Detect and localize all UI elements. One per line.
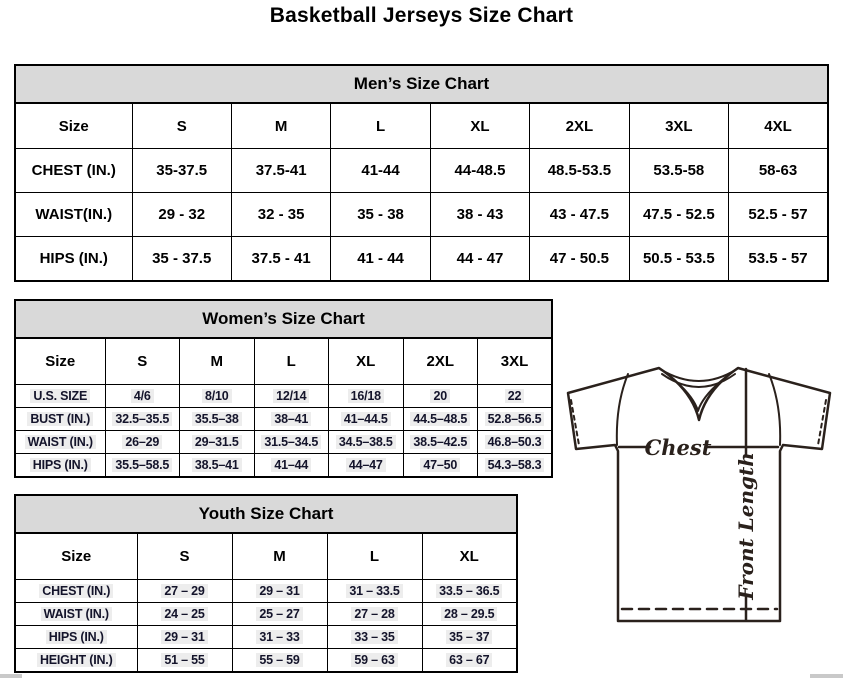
column-header: XL [329, 338, 404, 385]
size-cell [331, 193, 430, 237]
row-label [15, 149, 132, 193]
size-cell [254, 431, 329, 454]
size-cell [430, 193, 529, 237]
row-label [15, 626, 137, 649]
size-cell [231, 237, 330, 282]
size-cell [329, 385, 404, 408]
size-cell [729, 193, 828, 237]
cell-text: 38.5–41 [192, 458, 242, 472]
cell-text: WAIST(IN.) [35, 206, 113, 223]
cell-text: 37.5 - 41 [251, 250, 311, 267]
cell-text: 34.5–38.5 [336, 435, 396, 449]
cell-text: 24 – 25 [161, 607, 207, 621]
scrollbar-fragment-right[interactable] [810, 674, 843, 678]
size-cell [231, 149, 330, 193]
column-header: S [105, 338, 180, 385]
row-label [15, 603, 137, 626]
cell-text: 31.5–34.5 [261, 435, 321, 449]
cell-text: 35 – 37 [446, 630, 492, 644]
scrollbar-fragment-left[interactable] [0, 674, 22, 678]
size-cell [403, 454, 478, 478]
cell-text: 29–31.5 [192, 435, 242, 449]
size-cell [430, 149, 529, 193]
row-label [15, 649, 137, 673]
column-header: S [132, 103, 231, 149]
size-cell [254, 385, 329, 408]
cell-text: 31 – 33 [256, 630, 302, 644]
cell-text: 27 – 29 [161, 584, 207, 598]
page-title: Basketball Jerseys Size Chart [269, 4, 574, 27]
cell-text: 44.5–48.5 [410, 412, 470, 426]
size-cell [422, 580, 517, 603]
cell-text: WAIST (IN.) [25, 435, 96, 449]
size-cell [729, 237, 828, 282]
row-label [15, 580, 137, 603]
column-header: Size [15, 103, 132, 149]
size-cell [232, 649, 327, 673]
cell-text: 35.5–58.5 [112, 458, 172, 472]
cell-text: 29 - 32 [158, 206, 206, 223]
cell-text: 32 - 35 [257, 206, 305, 223]
column-header: 2XL [403, 338, 478, 385]
cell-text: 46.8–50.3 [485, 435, 545, 449]
cell-text: 53.5 - 57 [748, 250, 808, 267]
row-label [15, 408, 105, 431]
youth-size-table [14, 494, 518, 673]
cell-text: 38 - 43 [456, 206, 504, 223]
row-label [15, 454, 105, 478]
size-cell [403, 431, 478, 454]
mens-size-chart-section [14, 64, 829, 282]
table-row [15, 649, 517, 673]
cell-text: 27 – 28 [351, 607, 397, 621]
cell-text: 31 – 33.5 [346, 584, 402, 598]
cell-text: 16/18 [348, 389, 384, 403]
table-row [15, 431, 552, 454]
table-row [15, 385, 552, 408]
sleeve-seam-left [617, 374, 628, 445]
size-cell [329, 431, 404, 454]
size-cell [530, 149, 629, 193]
column-header: M [180, 338, 255, 385]
size-cell [422, 626, 517, 649]
cell-text: 29 – 31 [256, 584, 302, 598]
cell-text: U.S. SIZE [30, 389, 90, 403]
row-label [15, 385, 105, 408]
size-cell [729, 149, 828, 193]
size-cell [331, 149, 430, 193]
size-cell [231, 193, 330, 237]
cell-text: WAIST (IN.) [41, 607, 112, 621]
collar-inner-v-line [666, 373, 731, 411]
size-cell [180, 454, 255, 478]
table-row [15, 408, 552, 431]
cell-text: HEIGHT (IN.) [37, 653, 116, 667]
column-header: 4XL [729, 103, 828, 149]
size-cell [629, 193, 728, 237]
cell-text: 35 - 38 [357, 206, 404, 223]
cell-text: 55 – 59 [256, 653, 302, 667]
cell-text: 22 [505, 389, 525, 403]
column-header: L [331, 103, 430, 149]
cell-text: 28 – 29.5 [441, 607, 497, 621]
cell-text: 32.5–35.5 [112, 412, 172, 426]
column-header: XL [430, 103, 529, 149]
size-cell [629, 237, 728, 282]
cell-text: HIPS (IN.) [39, 250, 108, 267]
cell-text: HIPS (IN.) [30, 458, 91, 472]
size-cell [137, 626, 232, 649]
column-header: 3XL [478, 338, 553, 385]
cell-text: 35 - 37.5 [152, 250, 212, 267]
cell-text: 44 - 47 [456, 250, 504, 267]
size-cell [422, 649, 517, 673]
cell-text: 38.5–42.5 [410, 435, 470, 449]
size-cell [327, 626, 422, 649]
size-cell [530, 193, 629, 237]
table-row [15, 580, 517, 603]
cell-text: 47.5 - 52.5 [642, 206, 715, 223]
row-label [15, 237, 132, 282]
row-label [15, 193, 132, 237]
size-cell [232, 603, 327, 626]
column-header: XL [422, 533, 517, 580]
column-header: Size [15, 533, 137, 580]
size-cell [132, 237, 231, 282]
cell-text: 33 – 35 [351, 630, 397, 644]
size-cell [132, 193, 231, 237]
table-row [15, 149, 828, 193]
cell-text: 63 – 67 [446, 653, 492, 667]
cell-text: 29 – 31 [161, 630, 207, 644]
table-row [15, 603, 517, 626]
table-title: Men’s Size Chart [15, 65, 828, 103]
cell-text: 41–44 [271, 458, 311, 472]
size-cell [254, 408, 329, 431]
cell-text: 37.5-41 [255, 162, 307, 179]
cell-text: 58-63 [758, 162, 798, 179]
front-length-label: Front Length [734, 452, 758, 600]
cell-text: 25 – 27 [256, 607, 302, 621]
size-cell [232, 626, 327, 649]
cell-text: 43 - 47.5 [549, 206, 609, 223]
size-cell [422, 603, 517, 626]
youth-size-chart-section [14, 494, 518, 673]
table-row [15, 454, 552, 478]
cell-text: 51 – 55 [161, 653, 207, 667]
table-row [15, 626, 517, 649]
size-cell [137, 580, 232, 603]
size-cell [327, 649, 422, 673]
size-cell [329, 408, 404, 431]
size-cell [137, 649, 232, 673]
size-cell [478, 431, 553, 454]
table-row [15, 193, 828, 237]
size-cell [105, 385, 180, 408]
size-cell [430, 237, 529, 282]
size-cell [331, 237, 430, 282]
column-header: 3XL [629, 103, 728, 149]
size-cell [329, 454, 404, 478]
womens-size-table [14, 299, 553, 478]
size-cell [232, 580, 327, 603]
size-cell [478, 408, 553, 431]
jersey-measurement-diagram [556, 358, 843, 670]
cell-text: 44–47 [346, 458, 386, 472]
cell-text: 20 [430, 389, 450, 403]
cell-text: 12/14 [273, 389, 309, 403]
cell-text: 48.5-53.5 [547, 162, 612, 179]
size-cell [327, 580, 422, 603]
cell-text: 47–50 [420, 458, 460, 472]
column-header: L [254, 338, 329, 385]
cell-text: 33.5 – 36.5 [436, 584, 502, 598]
row-label [15, 431, 105, 454]
cell-text: 38–41 [271, 412, 311, 426]
size-cell [530, 237, 629, 282]
size-cell [180, 385, 255, 408]
cell-text: 44-48.5 [454, 162, 506, 179]
cell-text: CHEST (IN.) [31, 162, 116, 179]
cell-text: BUST (IN.) [27, 412, 93, 426]
column-header: Size [15, 338, 105, 385]
table-title: Women’s Size Chart [15, 300, 552, 338]
size-cell [327, 603, 422, 626]
cell-text: 41-44 [361, 162, 400, 179]
size-cell [629, 149, 728, 193]
cell-text: 41 - 44 [357, 250, 404, 267]
size-cell [132, 149, 231, 193]
cell-text: 52.8–56.5 [485, 412, 545, 426]
cell-text: 26–29 [122, 435, 162, 449]
cell-text: 35-37.5 [156, 162, 208, 179]
size-cell [137, 603, 232, 626]
cell-text: 53.5-58 [653, 162, 705, 179]
column-header: M [231, 103, 330, 149]
size-cell [478, 454, 553, 478]
table-row [15, 237, 828, 282]
column-header: M [232, 533, 327, 580]
size-cell [403, 385, 478, 408]
cell-text: 4/6 [131, 389, 154, 403]
size-cell [180, 431, 255, 454]
column-header: L [327, 533, 422, 580]
cell-text: 47 - 50.5 [549, 250, 609, 267]
cell-text: 54.3–58.3 [485, 458, 545, 472]
cell-text: CHEST (IN.) [39, 584, 113, 598]
size-cell [254, 454, 329, 478]
mens-size-table [14, 64, 829, 282]
cell-text: 52.5 - 57 [748, 206, 808, 223]
size-cell [403, 408, 478, 431]
size-cell [478, 385, 553, 408]
size-cell [105, 431, 180, 454]
cell-text: 35.5–38 [192, 412, 242, 426]
column-header: S [137, 533, 232, 580]
chest-label: Chest [644, 435, 712, 460]
size-cell [180, 408, 255, 431]
size-cell [105, 454, 180, 478]
cell-text: HIPS (IN.) [46, 630, 107, 644]
size-cell [105, 408, 180, 431]
table-title: Youth Size Chart [15, 495, 517, 533]
cell-text: 59 – 63 [351, 653, 397, 667]
cell-text: 41–44.5 [341, 412, 391, 426]
sleeve-seam-right [769, 374, 780, 445]
column-header: 2XL [530, 103, 629, 149]
cell-text: 50.5 - 53.5 [642, 250, 715, 267]
womens-size-chart-section [14, 299, 553, 478]
cell-text: 8/10 [202, 389, 232, 403]
